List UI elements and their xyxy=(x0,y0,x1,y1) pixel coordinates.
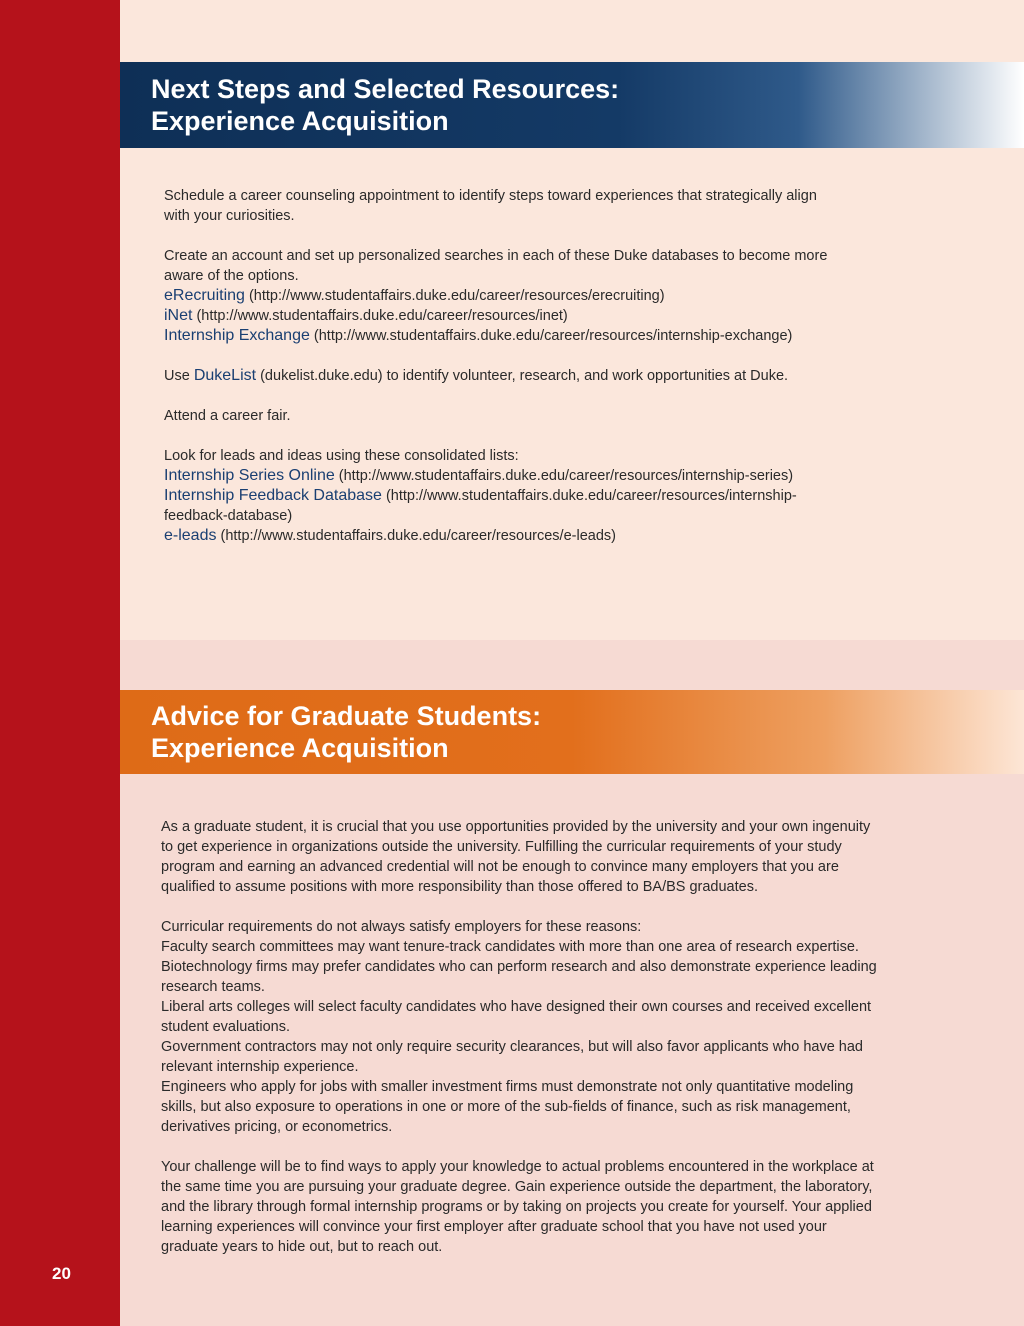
database-link-item xyxy=(164,326,944,346)
text-line: with your curiosities. xyxy=(164,208,295,224)
paragraph-career-fair xyxy=(164,406,944,426)
text-line: skills, but also exposure to operations in one or more of the sub-fields of finance, such as risk management, xyxy=(161,1099,851,1115)
text-line: derivatives pricing, or econometrics. xyxy=(161,1119,393,1135)
database-link-item xyxy=(164,286,944,306)
internship-series-link[interactable]: Internship Series Online xyxy=(164,467,335,484)
leads-link-item xyxy=(164,526,944,546)
text-line: Government contractors may not only require security clearances, but will also favor applicants who have had xyxy=(161,1039,863,1055)
link-url: (http://www.studentaffairs.duke.edu/career/resources/erecruiting) xyxy=(244,288,665,304)
text-line: relevant internship experience. xyxy=(161,1059,359,1075)
database-link-item xyxy=(164,306,944,326)
text-line: qualified to assume positions with more responsibility than those offered to BA/BS graduates. xyxy=(161,879,758,895)
text-line: Curricular requirements do not always satisfy employers for these reasons: xyxy=(161,919,642,935)
text-line: Engineers who apply for jobs with smaller investment firms must demonstrate not only quantitative modeling xyxy=(161,1079,854,1095)
text-line: Biotechnology firms may prefer candidates who can perform research and also demonstrate experience leading xyxy=(161,959,877,975)
text-line: aware of the options. xyxy=(164,268,299,284)
section-title-line2: Experience Acquisition xyxy=(151,733,449,763)
text-line: program and earning an advanced credential will not be enough to convince many employers that you are xyxy=(161,859,839,875)
paragraph-reasons xyxy=(161,917,1001,1137)
text-fragment: (dukelist.duke.edu) to identify volunteer, research, and work opportunities at Duke. xyxy=(256,368,789,384)
link-url: (http://www.studentaffairs.duke.edu/career/resources/inet) xyxy=(192,308,568,324)
text-line: Create an account and set up personalized searches in each of these Duke databases to become more xyxy=(164,248,828,264)
text-line: research teams. xyxy=(161,979,265,995)
text-line: As a graduate student, it is crucial that you use opportunities provided by the university and your own ingenuity xyxy=(161,819,871,835)
text-line: to get experience in organizations outside the university. Fulfilling the curricular requirements of your study xyxy=(161,839,842,855)
paragraph-dukelist xyxy=(164,366,944,386)
paragraph-leads xyxy=(164,446,944,546)
graduate-advice-content xyxy=(161,817,1001,1277)
text-line: Look for leads and ideas using these consolidated lists: xyxy=(164,448,519,464)
page-number: 20 xyxy=(52,1264,71,1283)
leads-link-item xyxy=(164,466,944,486)
dukelist-link[interactable]: DukeList xyxy=(193,367,257,384)
link-url: (http://www.studentaffairs.duke.edu/career/resources/internship-series) xyxy=(334,468,794,484)
inet-link[interactable]: iNet xyxy=(164,307,193,324)
link-url-continued: feedback-database) xyxy=(164,508,293,524)
text-line: Your challenge will be to find ways to apply your knowledge to actual problems encountered in the workplace at xyxy=(161,1159,874,1175)
section-title-line1: Advice for Graduate Students: xyxy=(151,701,542,731)
text-line: and the library through formal internship programs or by taking on projects you create for yourself. Your applied xyxy=(161,1199,872,1215)
text-fragment: Use xyxy=(164,368,194,384)
paragraph-intro xyxy=(161,817,1001,897)
link-url: (http://www.studentaffairs.duke.edu/career/resources/internship- xyxy=(381,488,797,504)
text-line: Liberal arts colleges will select faculty candidates who have designed their own courses and received excellent xyxy=(161,999,872,1015)
text-line: learning experiences will convince your first employer after graduate school that you have not used your xyxy=(161,1219,827,1235)
text-line: the same time you are pursuing your graduate degree. Gain experience outside the department, the laboratory, xyxy=(161,1179,873,1195)
internship-exchange-link[interactable]: Internship Exchange xyxy=(164,327,310,344)
text-line: Attend a career fair. xyxy=(164,408,291,424)
text-line: graduate years to hide out, but to reach out. xyxy=(161,1239,443,1255)
text-line: Faculty search committees may want tenure-track candidates with more than one area of research expertise. xyxy=(161,939,859,955)
text-line: student evaluations. xyxy=(161,1019,290,1035)
next-steps-content xyxy=(164,186,944,566)
text-line: Schedule a career counseling appointment to identify steps toward experiences that strategically align xyxy=(164,188,817,204)
link-url: (http://www.studentaffairs.duke.edu/career/resources/e-leads) xyxy=(216,528,616,544)
section-title-line1: Next Steps and Selected Resources: xyxy=(151,74,620,104)
dukelist-line xyxy=(164,366,944,386)
internship-feedback-link[interactable]: Internship Feedback Database xyxy=(164,487,382,504)
paragraph-databases xyxy=(164,246,944,346)
leads-link-item xyxy=(164,486,944,506)
section-header-graduate-advice xyxy=(120,690,1024,774)
paragraph-counseling xyxy=(164,186,944,226)
left-red-bar xyxy=(0,0,120,1326)
e-leads-link[interactable]: e-leads xyxy=(164,527,217,544)
link-url: (http://www.studentaffairs.duke.edu/career/resources/internship-exchange) xyxy=(309,328,793,344)
paragraph-challenge xyxy=(161,1157,1001,1257)
erecruiting-link[interactable]: eRecruiting xyxy=(164,287,245,304)
section-title-line2: Experience Acquisition xyxy=(151,106,449,136)
section-header-next-steps xyxy=(120,62,1024,148)
